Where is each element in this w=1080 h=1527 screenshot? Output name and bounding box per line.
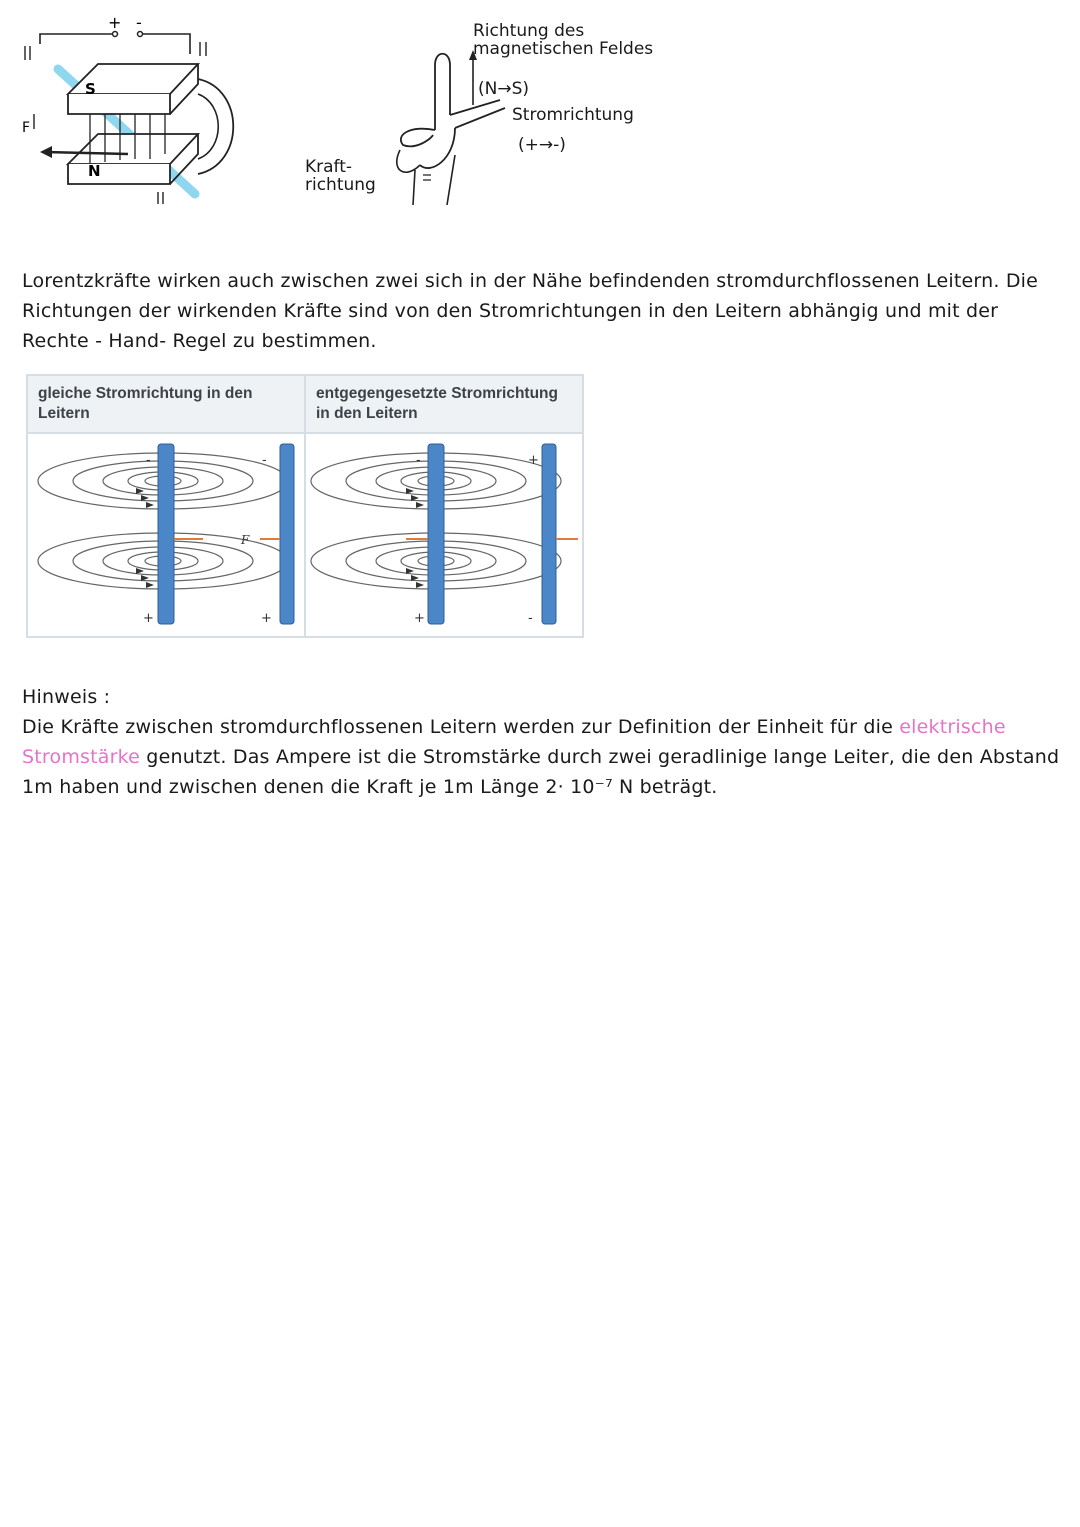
lorentz-line-3: Rechte - Hand- Regel zu bestimmen. [22,330,377,352]
hint-line-3: 1m haben und zwischen denen die Kraft je 1m Länge 2· 10⁻⁷ N beträgt. [22,776,718,798]
force-direction-line1: Kraft- [305,157,353,177]
left-panel-top-left-sign: - [146,453,151,468]
hint-highlight-elektrische: elektrische [899,716,1006,738]
force-direction-label [305,158,376,194]
south-pole-label: S [85,80,96,98]
force-direction-line2: richtung [305,175,376,195]
hint-paragraph [22,712,1067,802]
left-panel-bottom-right-sign: + [261,611,272,626]
hint-line-2 [22,742,1067,772]
conductor-force-figure [26,374,584,638]
force-symbol: F [22,120,31,136]
hint-line-2-text: genutzt. Das Ampere ist die Stromstärke durch zwei geradlinige lange Leiter, die den Abstand [140,746,1060,768]
opposite-direction-header: entgegengesetzte Stromrichtung in den Leitern [306,376,582,434]
right-panel-bottom-right-sign: - [528,611,533,626]
field-direction-arrow: (N→S) [478,79,530,99]
lorentz-paragraph [22,266,1062,356]
hint-title: Hinweis : [22,686,111,708]
right-panel-top-left-sign: - [416,453,421,468]
right-hand-rule-sketch [375,40,515,210]
hint-line-1-text: Die Kräfte zwischen stromdurchflossenen Leitern werden zur Definition der Einheit für die [22,716,900,738]
current-direction-label: Stromrichtung [512,105,634,125]
field-direction-line1: Richtung des [473,21,585,41]
same-direction-header: gleiche Stromrichtung in den Leitern [28,376,304,434]
field-direction-label [473,22,653,58]
hint-line-1 [22,712,1067,742]
hint-highlight-stromstaerke: Stromstärke [22,746,141,768]
force-label-left: F [241,533,250,547]
left-panel-top-right-sign: - [262,453,267,468]
lorentz-line-2: Richtungen der wirkenden Kräfte sind von den Stromrichtungen in den Leitern abhängig und mit der [22,300,999,322]
plus-terminal: + [108,14,122,32]
north-pole-label: N [88,162,101,180]
right-panel-top-right-sign: + [528,453,539,468]
motor-principle-sketch [20,14,250,214]
field-direction-line2: magnetischen Feldes [473,39,654,59]
current-direction-arrow: (+→-) [518,135,566,155]
lorentz-line-1: Lorentzkräfte wirken auch zwischen zwei sich in der Nähe befindenden stromdurchflossenen Leitern. Die [22,270,1039,292]
minus-terminal: - [136,14,142,32]
right-panel-bottom-left-sign: + [414,611,425,626]
left-panel-bottom-left-sign: + [143,611,154,626]
same-direction-panel [28,436,304,636]
opposite-direction-panel [306,436,582,636]
